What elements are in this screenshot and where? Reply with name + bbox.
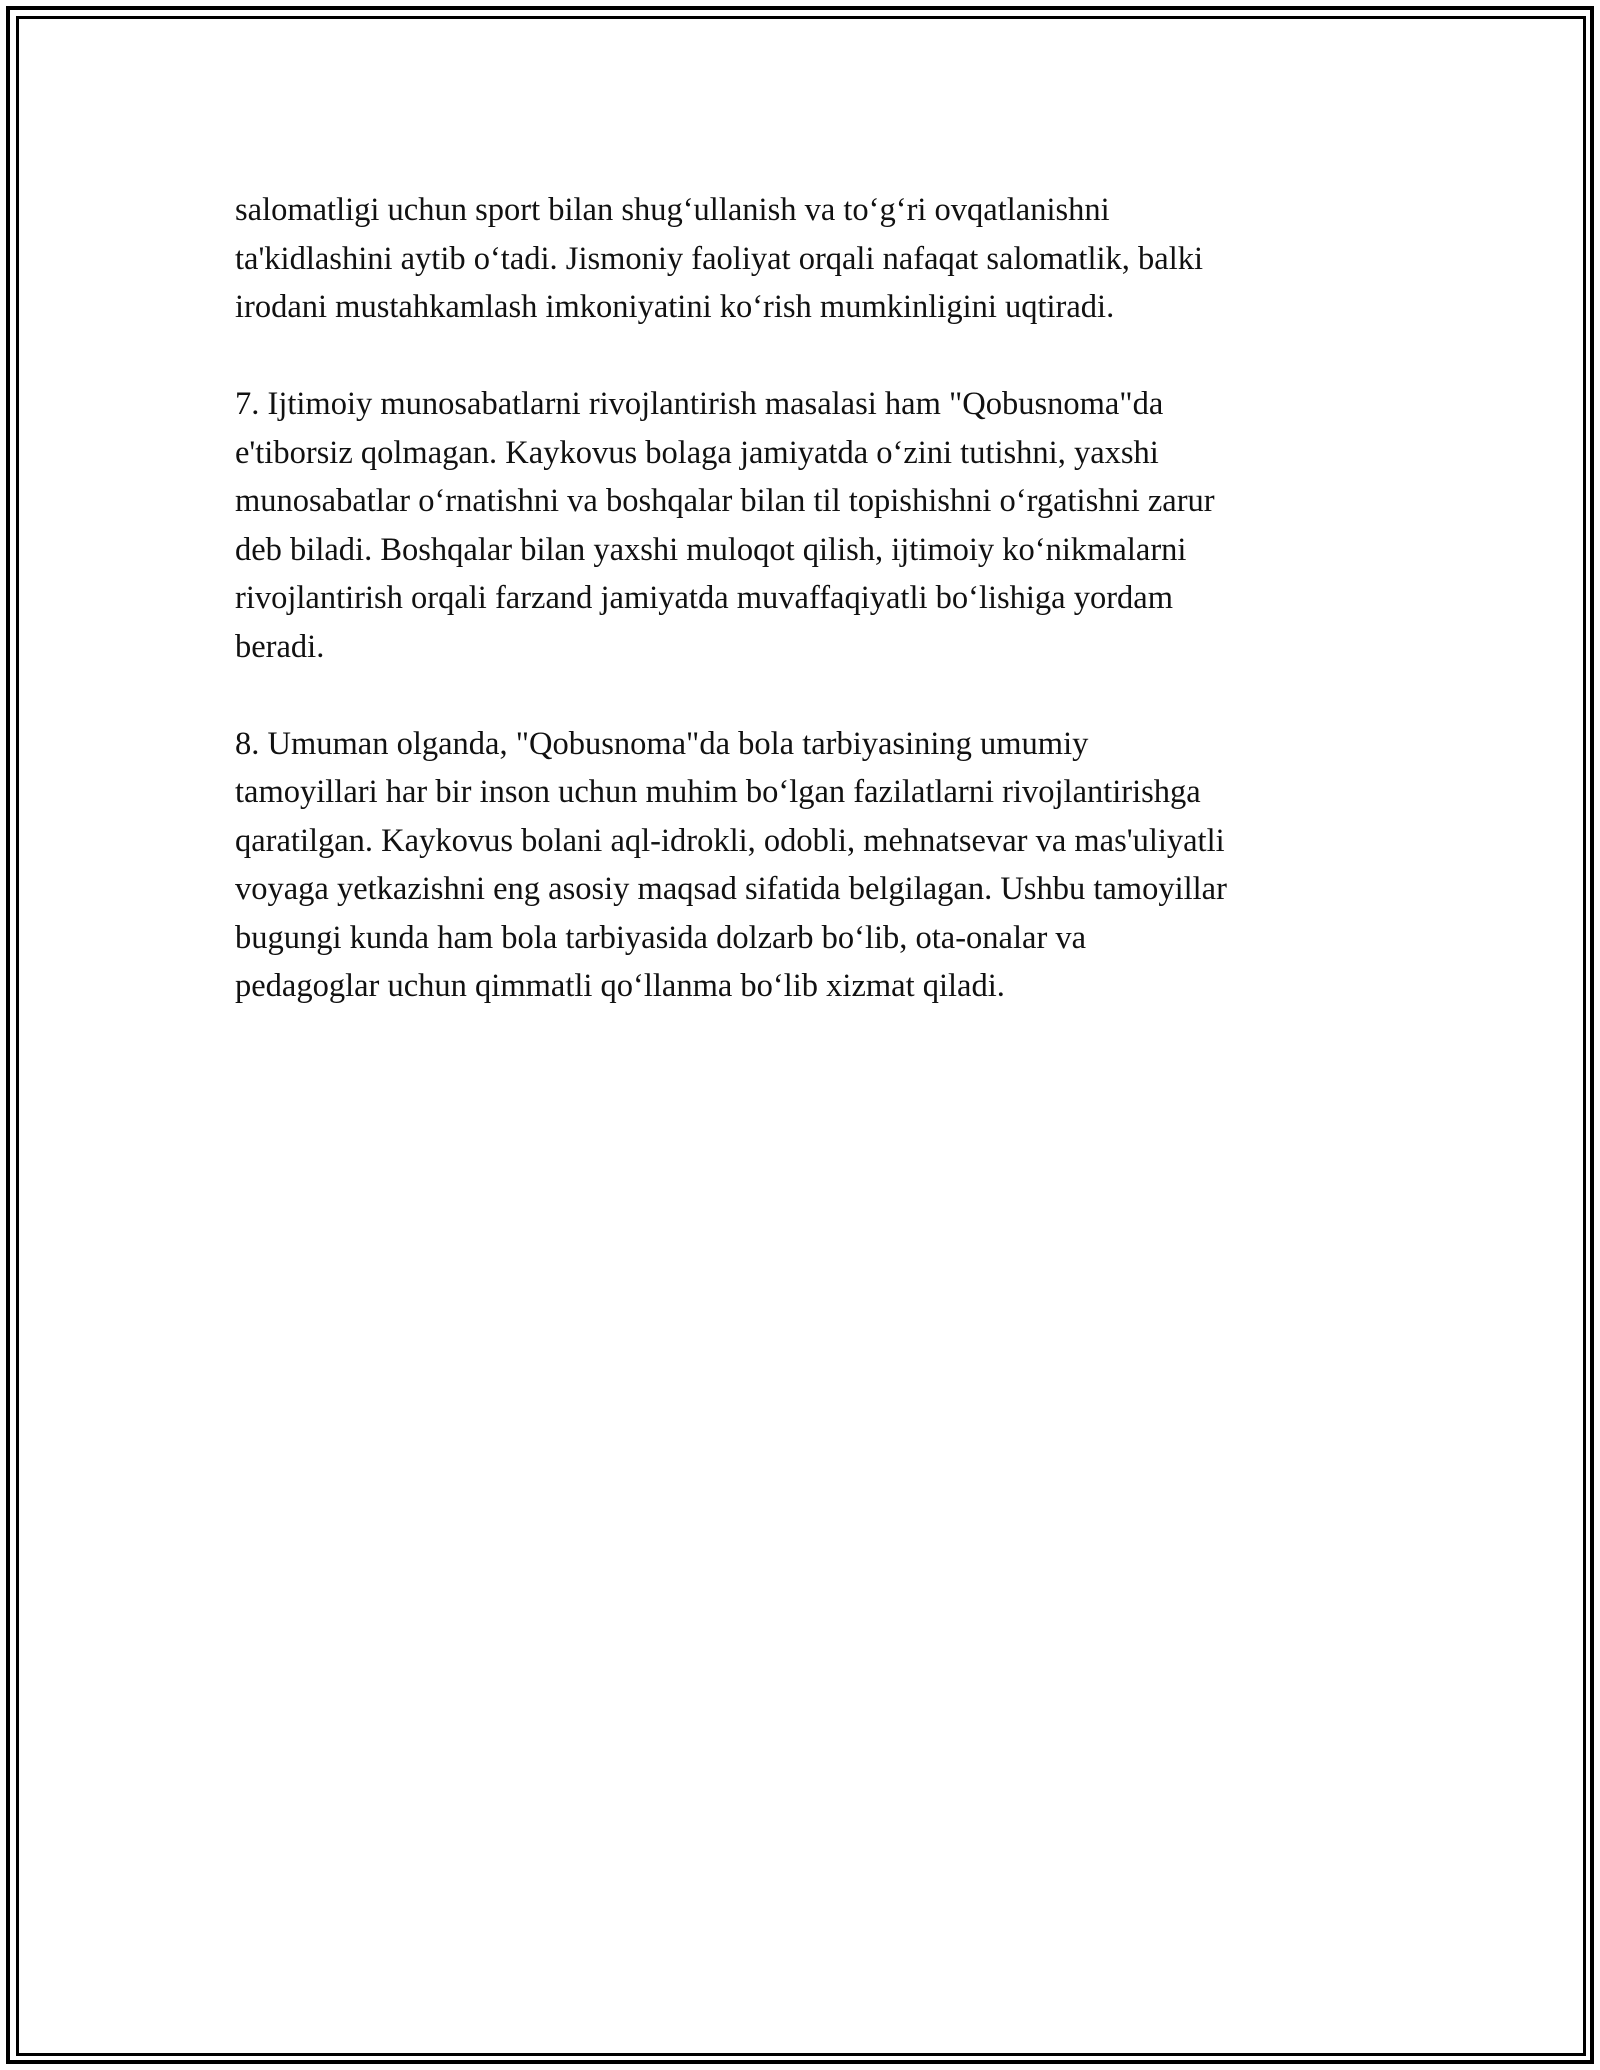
- text-line: irodani mustahkamlash imkoniyatini ko‘rish mumkinligini uqtiradi.: [235, 289, 1115, 325]
- text-line: deb biladi. Boshqalar bilan yaxshi muloqot qilish, ijtimoiy ko‘nikmalarni: [235, 531, 1187, 568]
- document-body: [235, 186, 1375, 1059]
- text-line: salomatligi uchun sport bilan shug‘ullanish va to‘g‘ri ovqatlanishni: [235, 192, 1110, 228]
- text-line: 7. Ijtimoiy munosabatlarni rivojlantirish masalasi ham "Qobusnoma"da: [235, 386, 1164, 422]
- text-line: qaratilgan. Kaykovus bolani aql-idrokli, odobli, mehnatsevar va mas'uliyatli: [235, 822, 1225, 859]
- text-line: munosabatlar o‘rnatishni va boshqalar bilan til topishishni o‘rgatishni zarur: [235, 483, 1215, 519]
- text-line: 8. Umuman olganda, "Qobusnoma"da bola tarbiyasining umumiy: [235, 725, 1089, 762]
- paragraph-social-relations: [235, 380, 1375, 671]
- paragraph-conclusion: [235, 720, 1375, 1011]
- text-line: tamoyillari har bir inson uchun muhim bo‘lgan fazilatlarni rivojlantirishga: [235, 774, 1201, 810]
- text-line: rivojlantirish orqali farzand jamiyatda muvaffaqiyatli bo‘lishiga yordam: [235, 580, 1174, 616]
- text-line: e'tiborsiz qolmagan. Kaykovus bolaga jamiyatda o‘zini tutishni, yaxshi: [235, 434, 1159, 471]
- text-line: beradi.: [235, 628, 325, 665]
- text-line: bugungi kunda ham bola tarbiyasida dolzarb bo‘lib, ota-onalar va: [235, 919, 1087, 956]
- text-line: pedagoglar uchun qimmatli qo‘llanma bo‘lib xizmat qiladi.: [235, 968, 1005, 1004]
- text-line: voyaga yetkazishni eng asosiy maqsad sifatida belgilagan. Ushbu tamoyillar: [235, 871, 1227, 907]
- paragraph-health: [235, 186, 1375, 332]
- text-line: ta'kidlashini aytib o‘tadi. Jismoniy faoliyat orqali nafaqat salomatlik, balki: [235, 240, 1204, 277]
